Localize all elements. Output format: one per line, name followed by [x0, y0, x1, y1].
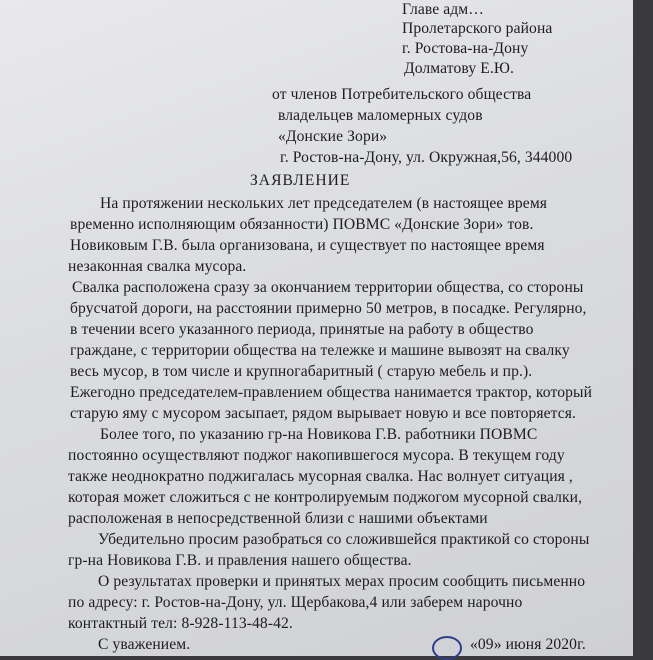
body-line: временно исполняющим обязанности) ПОВМС «Донские Зори» тов.: [70, 216, 534, 233]
body-line: контактный тел: 8-928-113-48-42.: [68, 615, 293, 632]
sender-line: владельцев маломерных судов: [278, 107, 483, 124]
body-line: Более того, по указанию гр-на Новикова Г.В. работники ПОВМС: [100, 426, 538, 443]
addressee-line: Пролетарского района: [402, 20, 553, 37]
body-line: граждане, с территории общества на тележке и машине вывозят на свалку: [70, 342, 570, 359]
body-line: О результатах проверки и принятых мерах просим сообщить письменно: [98, 573, 586, 590]
body-line: С уважением.: [98, 636, 191, 653]
body-line: Убедительно просим разобраться со сложившейся практикой со стороны: [98, 531, 590, 548]
body-line: также неоднократно поджигалась мусорная свалка. Нас волнует ситуация ,: [68, 468, 573, 485]
body-line: в течении всего указанного периода, принятые на работу в общество: [70, 321, 534, 338]
sender-line: от членов Потребительского общества: [272, 86, 532, 103]
addressee-line: Долматову Е.Ю.: [404, 60, 514, 77]
addressee-line: Главе адм…: [402, 1, 484, 18]
sender-line: «Донские Зори»: [278, 128, 388, 145]
body-line: старую яму с мусором засыпает, рядом вырывает новую и все повторяется.: [70, 405, 577, 422]
body-line: которая может сложиться с не контролируемым поджогом мусорной свалки,: [68, 489, 583, 506]
body-line: На протяжении нескольких лет председателем (в настоящее время: [100, 195, 548, 212]
body-line: весь мусор, в том числе и крупногабаритный ( старую мебель и пр.).: [70, 363, 533, 380]
signature-mark: [432, 636, 462, 660]
addressee-line: г. Ростова-на-Дону: [402, 40, 529, 57]
body-line: брусчатой дороги, на расстоянии примерно 50 метров, в посадке. Регулярно,: [70, 300, 587, 317]
document-date: «09» июня 2020г.: [470, 636, 586, 653]
sender-line: г. Ростов-на-Дону, ул. Окружная,56, 344000: [280, 149, 573, 166]
body-line: Новиковым Г.В. была организована, и существует по настоящее время: [70, 237, 545, 254]
body-line: Ежегодно председателем-правлением общества нанимается трактор, который: [70, 384, 593, 401]
body-line: незаконная свалка мусора.: [68, 258, 247, 275]
body-line: по адресу: г. Ростов-на-Дону, ул. Щербакова,4 или заберем нарочно: [68, 594, 523, 611]
body-line: постоянно осуществляют поджог накопившегося мусора. В текущем году: [68, 447, 565, 464]
body-line: расположеная в непосредственной близи с нашими объектами: [68, 510, 488, 527]
body-line: гр-на Новикова Г.В. и правления нашего общества.: [68, 552, 412, 569]
body-line: Свалка расположена сразу за окончанием территории общества, со стороны: [72, 279, 584, 296]
document-title: ЗАЯВЛЕНИЕ: [250, 172, 351, 189]
